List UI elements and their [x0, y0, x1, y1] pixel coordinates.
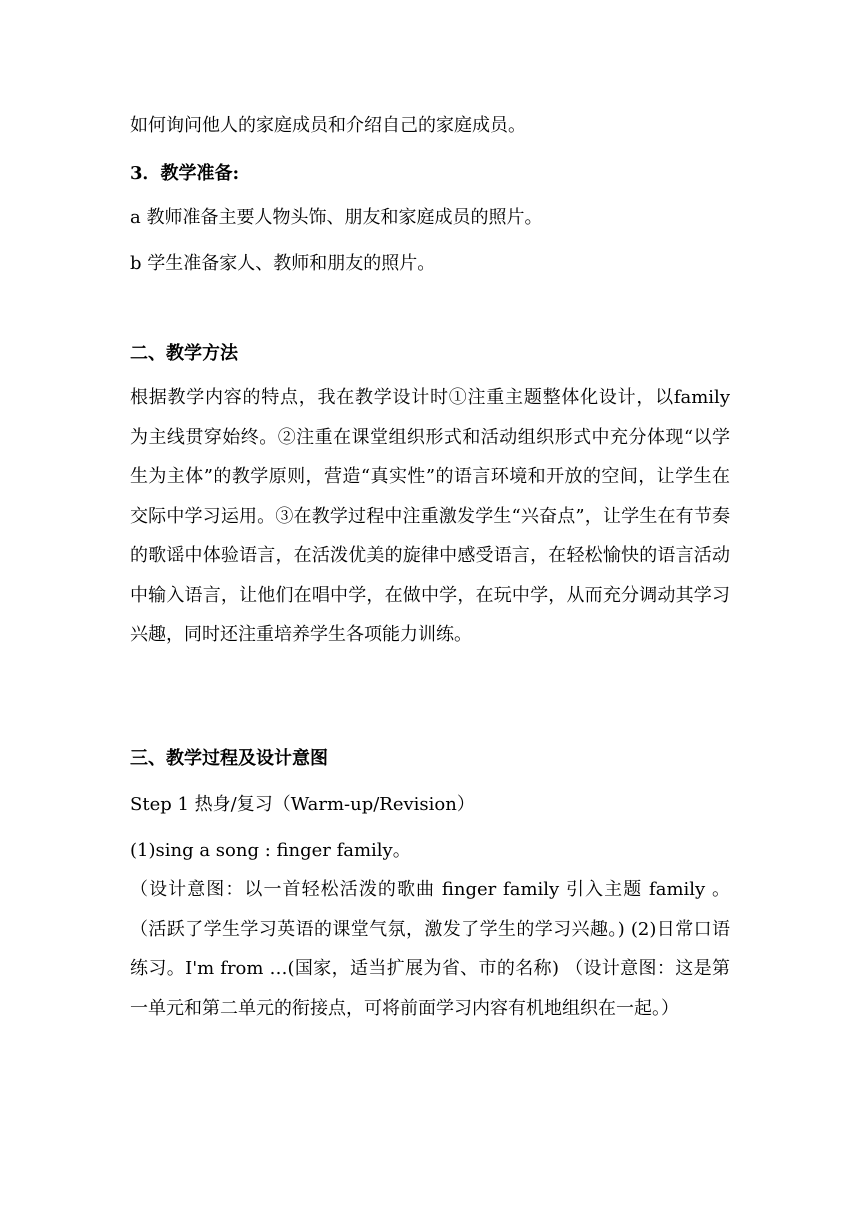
- section-heading-teaching-process: 三、教学过程及设计意图: [130, 748, 328, 769]
- text-line-family-members: 如何询问他人的家庭成员和介绍自己的家庭成员。: [130, 115, 526, 136]
- text-line-student-preparation: b 学生准备家人、教师和朋友的照片。: [130, 253, 436, 274]
- text-line-teacher-preparation: a 教师准备主要人物头饰、朋友和家庭成员的照片。: [130, 207, 543, 228]
- heading-teaching-preparation: 3．教学准备:: [130, 163, 240, 184]
- paragraph-teaching-methods: 根据教学内容的特点，我在教学设计时①注重主题整体化设计，以family 为主线贯穿始终。②注重在课堂组织形式和活动组织形式中充分体现“以学生为主体”的教学原则，营造“真实性”的语言环境和开放的空间，让学生在交际中学习运用。③在教学过程中注重激发学生“兴奋点”，让学生在有节奏的歌谣中体验语言，在活泼优美的旋律中感受语言，在轻松愉快的语言活动中输入语言，让他们在唱中学，在做中学，在玩中学，从而充分调动其学习兴趣，同时还注重培养学生各项能力训练。: [130, 387, 730, 645]
- paragraph-design-intent: （设计意图：以一首轻松活泼的歌曲 finger family 引入主题 family 。（活跃了学生学习英语的课堂气氛，激发了学生的学习兴趣。) (2)日常口语练习。I'm from …(国家，适当扩展为省、市的名称) （设计意图：这是第一单元和第二单元的衔接点，可将前面学习内容有机地组织在一起。）: [130, 879, 730, 1019]
- step-1-label: Step 1 热身/复习（Warm-up/Revision）: [130, 794, 475, 815]
- section-heading-teaching-methods: 二、教学方法: [130, 343, 238, 364]
- step-1-item-1: (1)sing a song : finger family。: [130, 840, 411, 861]
